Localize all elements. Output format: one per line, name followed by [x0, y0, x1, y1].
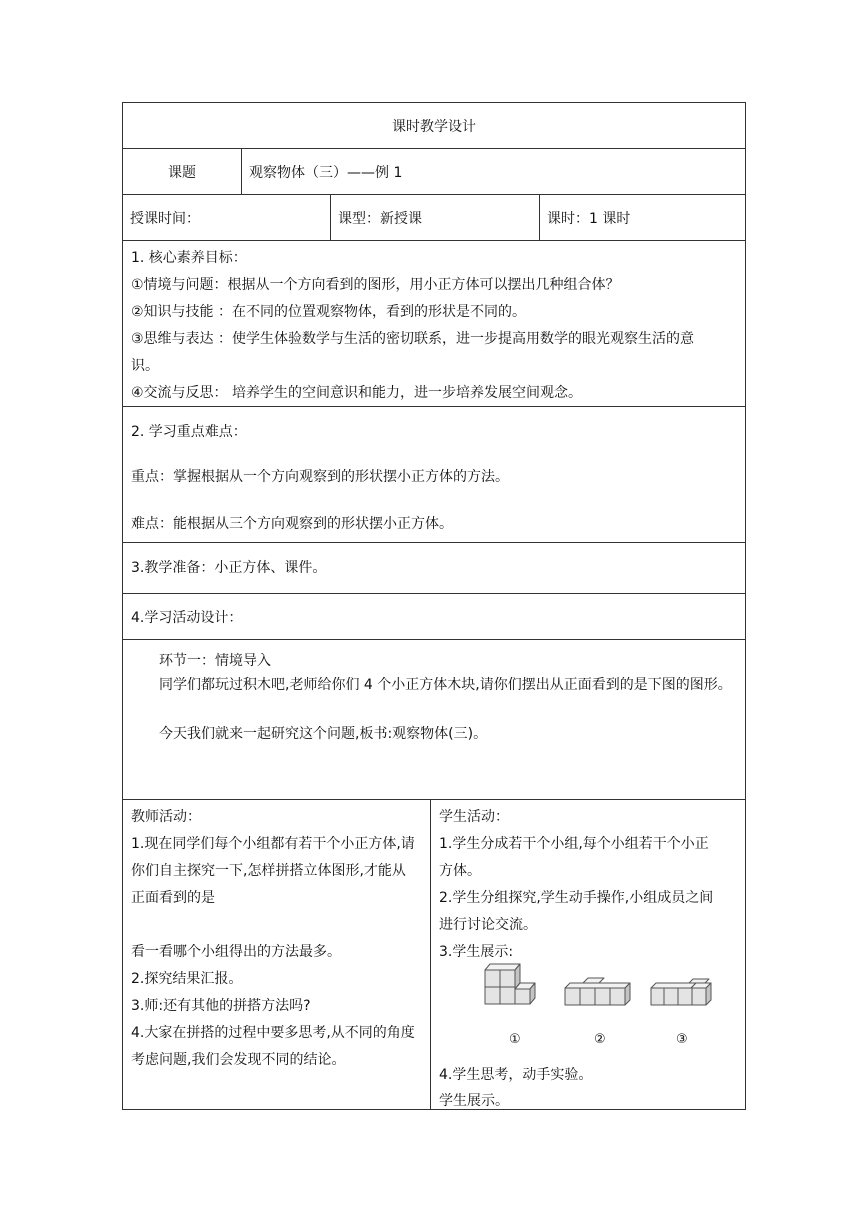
goal-item: 识。	[131, 358, 159, 374]
student-activity-cell	[431, 800, 745, 1110]
topic-value: 观察物体（三）——例 1	[249, 164, 403, 181]
teacher-heading: 教师活动：	[131, 809, 201, 825]
topic-label: 课题	[168, 164, 196, 181]
goals-heading: 1. 核心素养目标：	[131, 250, 247, 266]
figure-label-1: ①	[509, 1032, 521, 1047]
cube-figure-3	[649, 968, 715, 1028]
teacher-activity-cell	[123, 800, 431, 1110]
student-line: 进行讨论交流。	[439, 917, 537, 933]
keypoints-heading: 2. 学习重点难点：	[131, 424, 247, 440]
student-heading: 学生活动：	[439, 809, 509, 825]
figure-label-2: ②	[594, 1032, 606, 1047]
time-cell	[123, 195, 331, 240]
student-line: 3.学生展示:	[439, 944, 514, 960]
student-line: 1.学生分成若干个小组,每个小组若干个小正	[439, 836, 709, 852]
activity-heading-row	[123, 594, 745, 640]
teacher-line: 考虑问题,我们会发现不同的结论。	[131, 1052, 346, 1068]
student-activity-block	[439, 804, 713, 966]
cube-figure-1	[483, 946, 543, 1026]
lesson-plan-table	[122, 102, 746, 1110]
info-row	[123, 195, 745, 241]
teacher-line: 你们自主探究一下,怎样拼搭立体图形,才能从	[131, 863, 406, 879]
teacher-line: 2.探究结果汇报。	[131, 971, 243, 987]
goal-item: ④交流与反思： 培养学生的空间意识和能力，进一步培养发展空间观念。	[131, 385, 582, 401]
keypoints-row	[123, 407, 745, 543]
topic-value-cell	[242, 149, 745, 194]
goals-row	[123, 241, 745, 407]
topic-row	[123, 149, 745, 195]
topic-label-cell	[123, 149, 242, 194]
teacher-activity-block	[131, 804, 415, 1074]
intro-row	[123, 640, 745, 800]
student-line: 学生展示。	[439, 1093, 509, 1109]
teacher-line: 1.现在同学们每个小组都有若干个小正方体,请	[131, 836, 415, 852]
goals-block	[131, 245, 694, 407]
teacher-line	[131, 912, 415, 939]
key-point: 重点：掌握根据从一个方向观察到的形状摆小正方体的方法。	[131, 469, 509, 485]
intro-section-title: 环节一：情境导入	[159, 653, 271, 669]
teacher-line: 3.师:还有其他的拼搭方法吗?	[131, 998, 311, 1014]
difficult-point: 难点：能根据从三个方向观察到的形状摆小正方体。	[131, 516, 453, 532]
teaching-time: 授课时间：	[130, 210, 200, 227]
teacher-line: 正面看到的是	[131, 890, 215, 906]
hours-cell	[540, 195, 745, 240]
lesson-type: 课型：新授课	[338, 210, 422, 227]
lesson-hours: 课时：1 课时	[547, 210, 631, 227]
teacher-line: 看一看哪个小组得出的方法最多。	[131, 944, 341, 960]
goal-item: ①情境与问题：根据从一个方向看到的图形，用小正方体可以摆出几种组合体？	[131, 277, 620, 293]
activity-heading: 4.学习活动设计：	[131, 610, 243, 626]
student-line: 方体。	[439, 863, 481, 879]
intro-line: 同学们都玩过积木吧,老师给你们 4 个小正方体木块,请你们摆出从正面看到的是下图的图形。	[159, 677, 732, 693]
figure-label-3: ③	[676, 1032, 688, 1047]
teacher-line: 4.大家在拼搭的过程中要多思考,从不同的角度	[131, 1025, 415, 1041]
page-title: 课时教学设计	[392, 118, 476, 135]
cube-figure-2	[563, 968, 633, 1028]
intro-line: 今天我们就来一起研究这个问题,板书:观察物体(三)。	[159, 726, 488, 742]
title-row	[123, 103, 745, 149]
teaching-prep: 3.教学准备：小正方体、课件。	[131, 560, 327, 576]
goal-item: ②知识与技能 ：在不同的位置观察物体，看到的形状是不同的。	[131, 304, 526, 320]
activities-row	[123, 800, 745, 1110]
type-cell	[331, 195, 540, 240]
student-line: 2.学生分组探究,学生动手操作,小组成员之间	[439, 890, 714, 906]
student-line: 4.学生思考，动手实验。	[439, 1067, 593, 1083]
prep-row	[123, 543, 745, 594]
goal-item: ③思维与表达 ：使学生体验数学与生活的密切联系，进一步提高用数学的眼光观察生活的意	[131, 331, 694, 347]
